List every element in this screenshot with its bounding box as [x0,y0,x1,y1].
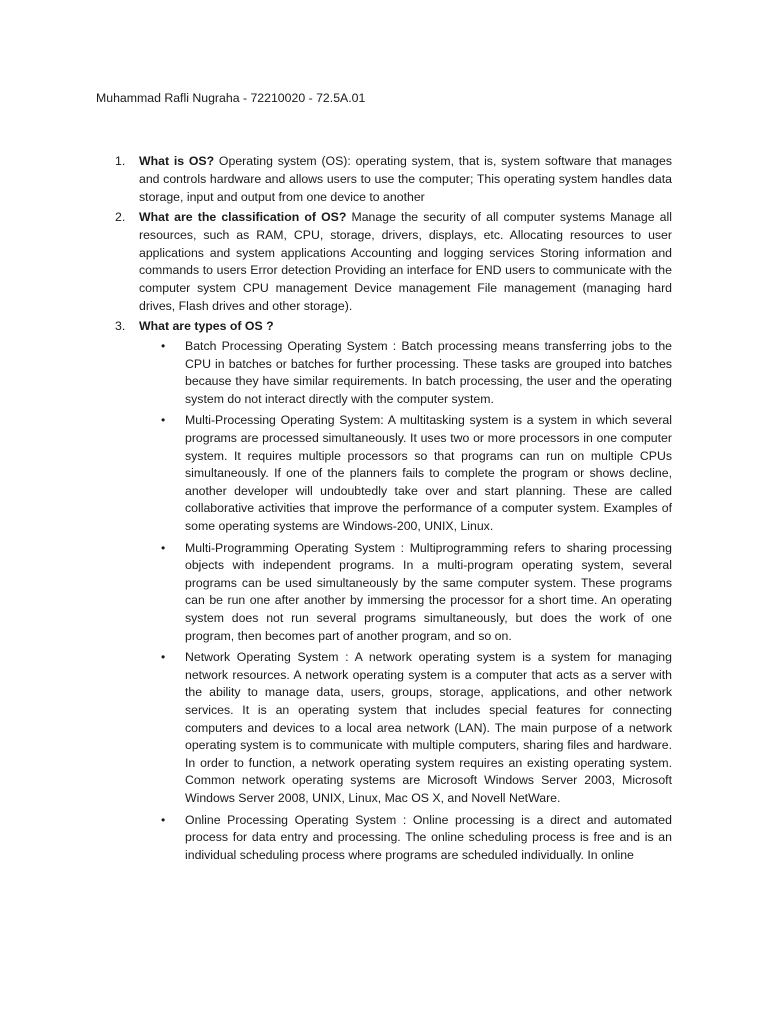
bullet-marker: • [161,540,166,555]
question-number: 3. [115,319,126,334]
os-types-list [161,338,672,864]
question-number: 2. [115,209,126,224]
bullet-marker: • [161,339,166,354]
os-type-text: Multi-Processing Operating System: A multitasking system is a system in which several programs are processed simultaneously. It uses two or more processors in one computer system. It requires multiple processors so that programs can run on multiple CPUs simultaneously. If one of the planners fails to complete the program or shows decline, another developer will undoubtedly take over and start planning. These are called collaborative activities that improve the performance of a computer system. Examples of some operating systems are Windows-200, UNIX, Linux. [185,413,672,533]
question-title: What are the classification of OS? [139,209,347,224]
author-line: Muhammad Rafli Nugraha - 72210020 - 72.5A.01 [96,91,366,105]
os-type-text: Multi-Programming Operating System : Multiprogramming refers to sharing processing objects with independent programs. In a multi-program operating system, several programs can be used simultaneously by the same computer system. These programs can be run one after another by immersing the processor for a short time. An operating system does not run several programs simultaneously, but does the work of one program, then becomes part of another program, and so on. [185,540,672,643]
question-title: What is OS? [139,154,215,168]
question-item-3 [115,318,672,864]
os-type-text: Network Operating System : A network operating system is a system for managing network resources. A network operating system is a computer that acts as a server with the ability to manage data, users, groups, storage, applications, and other network services. It is an operating system that includes special features for connecting computers and devices to a local area network (LAN). The main purpose of a network operating system is to communicate with multiple computers, sharing files and hardware. In order to function, a network operating system requires an existing operating system. Common network operating systems are Microsoft Windows Server 2003, Microsoft Windows Server 2008, UNIX, Linux, Mac OS X, and Novell NetWare. [185,650,672,805]
question-number: 1. [115,154,126,168]
question-item-1 [115,153,672,207]
bullet-marker: • [161,650,166,665]
os-type-text: Online Processing Operating System : Online processing is a direct and automated process for data entry and processing. The online scheduling process is free and is an individual scheduling process where programs are scheduled individually. In online [185,812,672,862]
os-type-item-network [161,649,672,807]
question-item-2 [115,209,672,316]
os-type-item-multiprogramming [161,540,672,646]
os-type-item-multiprocessing [161,412,672,535]
question-body: Manage the security of all computer systems Manage all resources, such as RAM, CPU, storage, drivers, displays, etc. Allocating resources to user applications and system applications Accounting and logging services Storing information and commands to users Error detection Providing an interface for END users to communicate with the computer system CPU management Device management File management (managing hard drives, Flash drives and other storage). [139,209,672,314]
question-body: Operating system (OS): operating system, that is, system software that manages and controls hardware and allows users to use the computer; This operating system handles data storage, input and output from one device to another [139,154,672,204]
os-type-text: Batch Processing Operating System : Batch processing means transferring jobs to the CPU in batches or batches for further processing. These tasks are grouped into batches because they have similar requirements. In batch processing, the user and the operating system do not interact directly with the computer system. [185,339,672,406]
os-type-item-online [161,812,672,865]
question-list [115,153,672,868]
bullet-marker: • [161,413,166,428]
os-type-item-batch [161,338,672,408]
bullet-marker: • [161,812,166,827]
question-title: What are types of OS ? [139,319,274,334]
